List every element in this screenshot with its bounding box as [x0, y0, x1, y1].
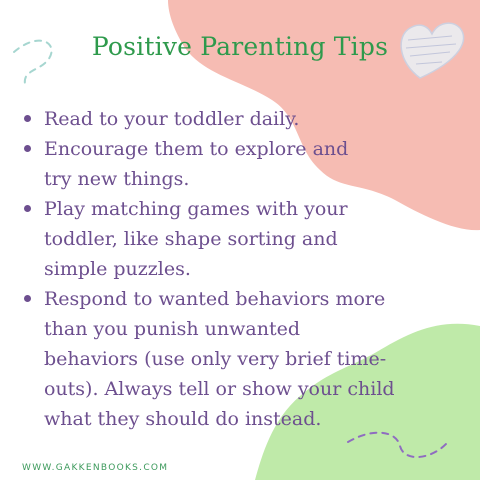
tip-line: behaviors (use only very brief time- — [44, 348, 387, 370]
tip-line: Respond to wanted behaviors more — [44, 288, 386, 310]
tip-line: Play matching games with your — [44, 198, 348, 220]
bullet-icon — [24, 205, 31, 212]
tip-line: toddler, like shape sorting and — [44, 228, 338, 250]
tip-line: outs). Always tell or show your child — [44, 378, 395, 400]
tips-list — [20, 104, 460, 434]
list-item — [20, 284, 460, 434]
list-item — [20, 104, 460, 134]
tip-line: Encourage them to explore and — [44, 138, 349, 160]
bullet-icon — [24, 115, 31, 122]
list-item — [20, 194, 460, 284]
tip-line: what they should do instead. — [44, 408, 322, 430]
list-item — [20, 134, 460, 194]
tip-line: than you punish unwanted — [44, 318, 301, 340]
page-title: Positive Parenting Tips — [91, 32, 389, 61]
bullet-icon — [24, 145, 31, 152]
website-url: WWW.GAKKENBOOKS.COM — [22, 463, 169, 473]
tip-line: simple puzzles. — [44, 258, 191, 280]
tip-line: try new things. — [44, 168, 190, 190]
tip-line: Read to your toddler daily. — [44, 108, 300, 130]
bullet-icon — [24, 295, 31, 302]
